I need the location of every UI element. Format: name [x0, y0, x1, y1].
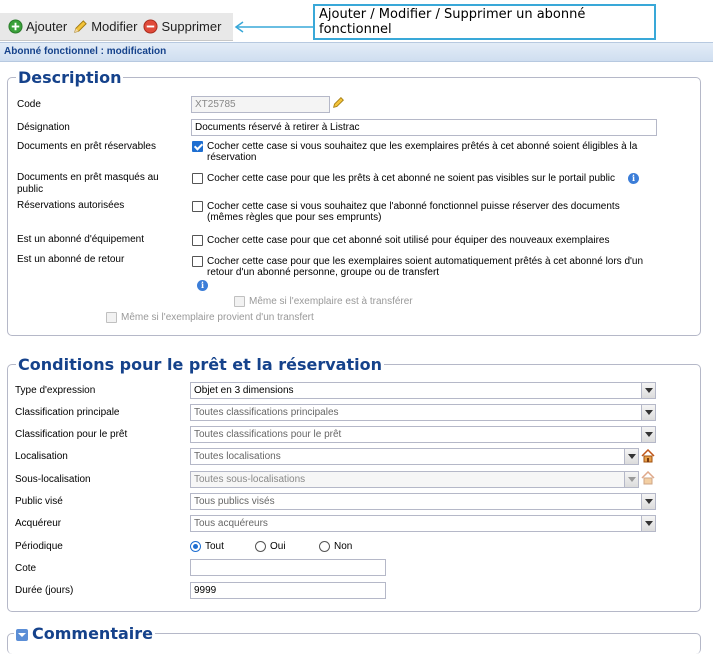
reservable-checkbox[interactable] [192, 141, 203, 152]
public-label: Public visé [15, 496, 63, 507]
period-radio-tout[interactable] [190, 541, 201, 552]
subloc-value: Toutes sous-localisations [194, 474, 306, 485]
chevron-down-icon[interactable] [641, 405, 655, 420]
panel-title: Abonné fonctionnel : modification [0, 42, 713, 62]
class-loan-select[interactable] [190, 426, 656, 443]
code-label: Code [17, 99, 41, 110]
resa-desc: Cocher cette case si vous souhaitez que l'abonné fonctionnel puisse réserver des documents (mêmes règles que pour ses emprunts) [207, 201, 620, 223]
return-label: Est un abonné de retour [17, 254, 125, 265]
comment-legend-text: Commentaire [32, 624, 153, 643]
reservable-label: Documents en prêt réservables [17, 141, 156, 152]
collapse-icon[interactable] [16, 629, 28, 641]
transfer-to-checkbox[interactable] [234, 296, 245, 307]
period-radio-oui[interactable] [255, 541, 266, 552]
type-select[interactable] [190, 382, 656, 399]
cote-label: Cote [15, 563, 37, 574]
transfer-from-checkbox[interactable] [106, 312, 117, 323]
public-select[interactable] [190, 493, 656, 510]
period-option-tout: Tout [205, 541, 224, 552]
duration-field[interactable]: 9999 [190, 582, 386, 599]
chevron-down-icon[interactable] [641, 494, 655, 509]
add-label: Ajouter [26, 19, 68, 34]
designation-field[interactable]: Documents réservé à retirer à Listrac [191, 119, 657, 136]
edit-label: Modifier [91, 19, 138, 34]
callout-note [313, 4, 656, 40]
info-icon[interactable]: i [197, 280, 208, 291]
masked-desc: Cocher cette case pour que les prêts à cet abonné ne soient pas visibles sur le portail public [207, 173, 616, 184]
loc-select[interactable] [190, 448, 639, 465]
reservable-desc: Cocher cette case si vous souhaitez que les exemplaires prêtés à cet abonné soient éligibles à la réservation [207, 141, 638, 163]
equip-checkbox[interactable] [192, 235, 203, 246]
edit-button[interactable] [73, 19, 137, 34]
return-checkbox[interactable] [192, 256, 203, 267]
masked-label: Documents en prêt masqués au public [17, 172, 159, 195]
minus-circle-icon [143, 19, 158, 34]
callout-arrow [234, 21, 314, 33]
loc-value: Toutes localisations [194, 451, 281, 462]
toolbar [0, 13, 233, 41]
pencil-icon [73, 19, 88, 34]
add-button[interactable] [8, 19, 67, 34]
return-desc: Cocher cette case pour que les exemplaires soient automatiquement prêtés à cet abonné lors d'un retour d'un abonné personne, groupe ou de transfert [207, 256, 644, 278]
code-field: XT25785 [191, 96, 330, 113]
equip-desc: Cocher cette case pour que cet abonné soit utilisé pour équiper des nouveaux exemplaires [207, 235, 610, 246]
class-value: Toutes classifications principales [194, 407, 339, 418]
public-value: Tous publics visés [194, 496, 275, 507]
transfer-to-label: Même si l'exemplaire est à transférer [249, 296, 413, 307]
subloc-select[interactable] [190, 471, 639, 488]
chevron-down-icon[interactable] [641, 383, 655, 398]
type-value: Objet en 3 dimensions [194, 385, 294, 396]
home-icon[interactable] [641, 449, 655, 463]
period-label: Périodique [15, 541, 63, 552]
resa-label: Réservations autorisées [17, 200, 125, 211]
transfer-from-label: Même si l'exemplaire provient d'un transfert [121, 312, 314, 323]
callout-text: Ajouter / Modifier / Supprimer un abonné fonctionnel [319, 7, 586, 37]
chevron-down-icon[interactable] [641, 516, 655, 531]
subloc-label: Sous-localisation [15, 474, 91, 485]
delete-button[interactable] [143, 19, 221, 34]
comment-legend [14, 624, 155, 643]
masked-checkbox[interactable] [192, 173, 203, 184]
chevron-down-icon[interactable] [624, 472, 638, 487]
resa-checkbox[interactable] [192, 201, 203, 212]
acq-select[interactable] [190, 515, 656, 532]
conditions-legend: Conditions pour le prêt et la réservation [18, 355, 382, 374]
type-label: Type d'expression [15, 385, 96, 396]
delete-label: Supprimer [161, 19, 222, 34]
class-select[interactable] [190, 404, 656, 421]
period-option-oui: Oui [270, 541, 286, 552]
comment-section [7, 624, 701, 654]
home-icon[interactable] [641, 471, 655, 485]
acq-label: Acquéreur [15, 518, 62, 529]
class-label: Classification principale [15, 407, 120, 418]
designation-label: Désignation [17, 122, 70, 133]
chevron-down-icon[interactable] [641, 427, 655, 442]
class-loan-label: Classification pour le prêt [15, 429, 128, 440]
class-loan-value: Toutes classifications pour le prêt [194, 429, 342, 440]
description-legend: Description [18, 68, 122, 87]
plus-circle-icon [8, 19, 23, 34]
duration-label: Durée (jours) [15, 585, 74, 596]
pencil-icon[interactable] [332, 96, 345, 109]
period-option-non: Non [334, 541, 353, 552]
cote-field[interactable] [190, 559, 386, 576]
loc-label: Localisation [15, 451, 68, 462]
period-radio-non[interactable] [319, 541, 330, 552]
info-icon[interactable]: i [628, 173, 639, 184]
chevron-down-icon[interactable] [624, 449, 638, 464]
equip-label: Est un abonné d'équipement [17, 234, 145, 245]
acq-value: Tous acquéreurs [194, 518, 268, 529]
